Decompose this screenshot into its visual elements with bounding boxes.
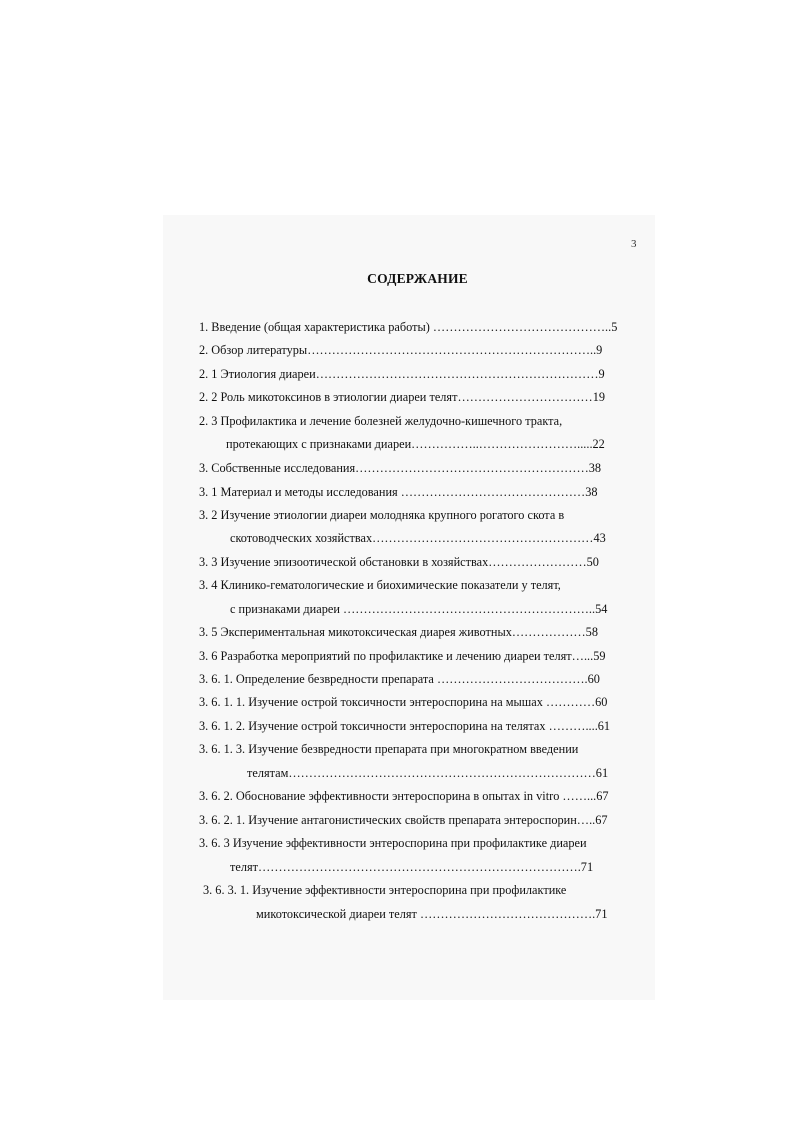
toc-entry: 3. 6. 2. 1. Изучение антагонистических свойств препарата энтероспорин…..67: [199, 813, 608, 827]
toc-entry: 3. 3 Изучение эпизоотической обстановки в хозяйствах……………………50: [199, 555, 599, 569]
toc-entry: 3. 6. 2. Обоснование эффективности энтероспорина в опытах in vitro ……...67: [199, 789, 609, 803]
toc-entry-continuation: протекающих с признаками диареи……………..…………………….....22: [226, 437, 605, 451]
toc-entry-continuation: с признаками диареи ……………………………………………………..54: [230, 602, 608, 616]
toc-entry: 3. 6. 1. 3. Изучение безвредности препарата при многократном введении: [199, 742, 579, 756]
toc-entry-continuation: микотоксической диареи телят …………………………………….71: [256, 907, 608, 921]
toc-entry: 2. Обзор литературы……………………………………………………………..9: [199, 343, 603, 357]
toc-entry: 3. 6. 3. 1. Изучение эффективности энтероспорина при профилактике: [203, 883, 567, 897]
toc-entry: 3. Собственные исследования…………………………………………………38: [199, 461, 602, 475]
page-number: 3: [631, 238, 637, 250]
toc-entry: 3. 1 Материал и методы исследования ………………………………………38: [199, 485, 598, 499]
toc-entry: 2. 2 Роль микотоксинов в этиологии диареи телят……………………………19: [199, 390, 606, 404]
toc-entry: 3. 6. 1. 2. Изучение острой токсичности энтероспорина на телятах ………....61: [199, 719, 611, 733]
toc-title: СОДЕРЖАНИЕ: [367, 271, 468, 286]
toc-entry: 3. 4 Клинико-гематологические и биохимические показатели у телят,: [199, 578, 561, 592]
toc-entry: 2. 1 Этиология диареи……………………………………………………………9: [199, 367, 605, 381]
toc-entry-continuation: телят…………………………………………………………………….71: [230, 860, 594, 874]
toc-entry: 3. 6. 1. 1. Изучение острой токсичности энтероспорина на мышах …………60: [199, 695, 608, 709]
toc-entry-continuation: телятам…………………………………………………………………61: [247, 766, 609, 780]
toc-entry: 2. 3 Профилактика и лечение болезней желудочно-кишечного тракта,: [199, 414, 563, 428]
toc-entry: 3. 6. 3 Изучение эффективности энтероспорина при профилактике диареи: [199, 836, 587, 850]
toc-entry-continuation: скотоводческих хозяйствах………………………………………………43: [230, 531, 606, 545]
toc-entry: 3. 2 Изучение этиологии диареи молодняка крупного рогатого скота в: [199, 508, 565, 522]
toc-entry: 3. 6. 1. Определение безвредности препарата ……………………………….60: [199, 672, 600, 686]
toc-entry: 3. 5 Экспериментальная микотоксическая диарея животных………………58: [199, 625, 598, 639]
toc-entry: 3. 6 Разработка мероприятий по профилактике и лечению диареи телят…...59: [199, 649, 606, 663]
toc-entry: 1. Введение (общая характеристика работы) ……………………………………..5: [199, 320, 618, 334]
